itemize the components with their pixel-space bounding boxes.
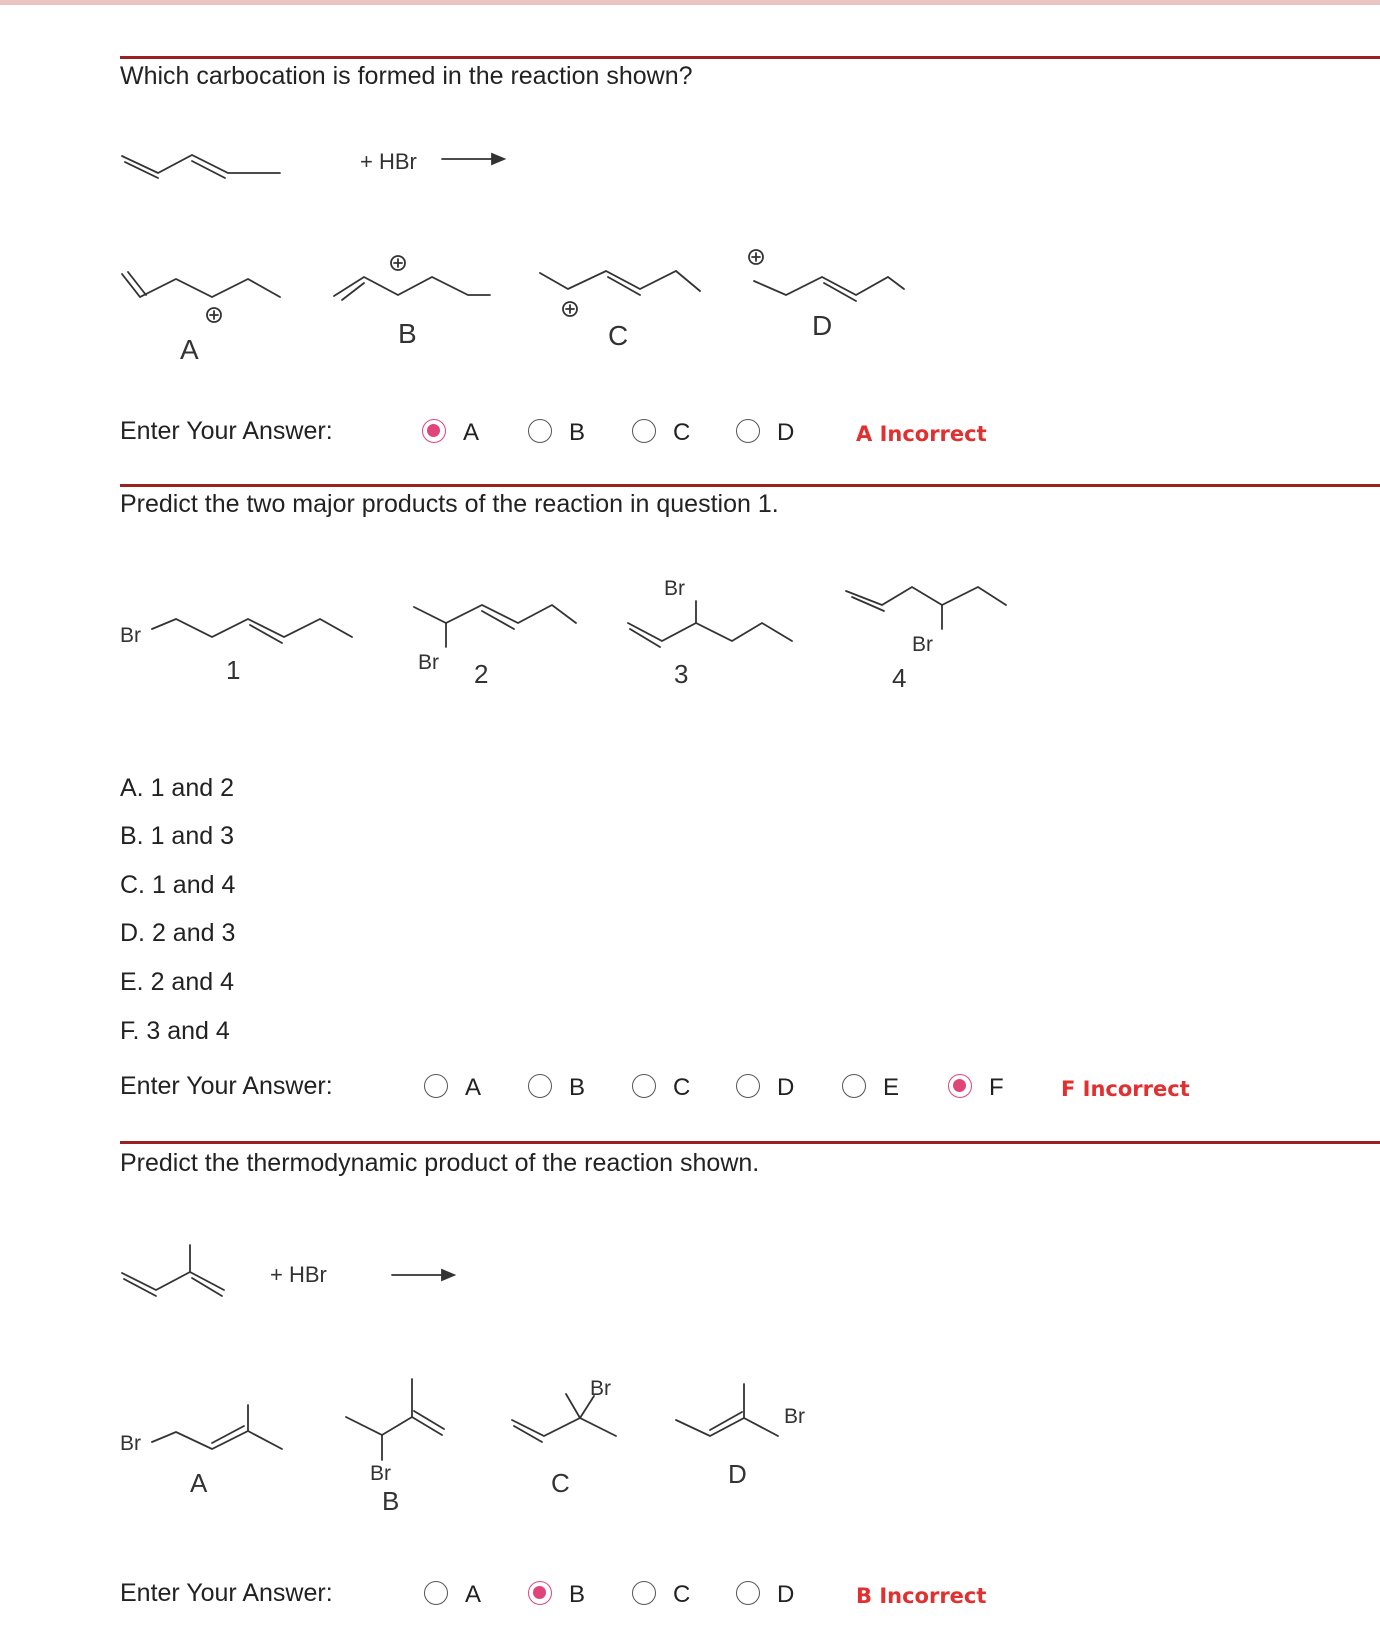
- option-d-label: D: [777, 1581, 795, 1608]
- option-b-radio[interactable]: [528, 419, 552, 443]
- reagent-text: + HBr: [270, 1262, 327, 1287]
- option-a-label: A: [463, 419, 480, 446]
- structure-label-c: C: [551, 1468, 570, 1498]
- product-2-structure: [414, 605, 576, 647]
- choice-b: B. 1 and 3: [120, 822, 234, 850]
- question-2-structures: [120, 487, 1380, 727]
- reaction-arrow: [392, 1270, 454, 1280]
- bromine-label-d: Br: [784, 1405, 805, 1428]
- feedback-incorrect: B Incorrect: [856, 1584, 987, 1608]
- question-3: [120, 1141, 1380, 1647]
- option-c-radio[interactable]: [632, 1074, 656, 1098]
- product-a-structure: [152, 1405, 282, 1449]
- answer-label: Enter Your Answer:: [120, 1072, 333, 1100]
- answer-label: Enter Your Answer:: [120, 417, 333, 445]
- reactant-diene: [122, 1245, 224, 1296]
- option-a-radio[interactable]: [422, 419, 446, 443]
- option-a-radio[interactable]: [424, 1074, 448, 1098]
- option-f-label: F: [989, 1074, 1004, 1101]
- structure-label-4: 4: [892, 663, 907, 693]
- option-a-label: A: [465, 1074, 482, 1101]
- option-b-label: B: [569, 1581, 586, 1608]
- structure-label-3: 3: [674, 659, 689, 689]
- choice-a: A. 1 and 2: [120, 774, 234, 802]
- question-1-structures: [120, 59, 1380, 479]
- option-b-label: B: [569, 419, 586, 446]
- option-c-radio[interactable]: [632, 419, 656, 443]
- question-2: [120, 484, 1380, 1092]
- choice-d: D. 2 and 3: [120, 919, 236, 947]
- question-1-prompt: Which carbocation is formed in the reaction shown?: [120, 62, 693, 90]
- option-b-radio[interactable]: [528, 1581, 552, 1605]
- structure-label-b: B: [398, 318, 417, 349]
- carbocation-b-structure: [334, 256, 490, 300]
- product-b-structure: [346, 1379, 444, 1460]
- choice-c: C. 1 and 4: [120, 871, 236, 899]
- structure-label-c: C: [608, 320, 629, 351]
- structure-label-d: D: [812, 310, 833, 341]
- bromine-label-c: Br: [590, 1377, 611, 1400]
- option-b-label: B: [569, 1074, 586, 1101]
- option-d-label: D: [777, 1074, 795, 1101]
- structure-label-1: 1: [226, 655, 241, 685]
- option-c-radio[interactable]: [632, 1581, 656, 1605]
- question-3-structures: [120, 1144, 1380, 1516]
- structure-label-d: D: [728, 1459, 747, 1489]
- option-a-label: A: [465, 1581, 482, 1608]
- option-f-radio[interactable]: [948, 1074, 972, 1098]
- option-e-radio[interactable]: [842, 1074, 866, 1098]
- product-c-structure: [512, 1394, 616, 1442]
- option-c-label: C: [673, 1581, 691, 1608]
- choice-e: E. 2 and 4: [120, 968, 234, 996]
- reaction-arrow: [442, 154, 504, 164]
- option-e-label: E: [883, 1074, 900, 1101]
- bromine-label-2: Br: [418, 651, 439, 674]
- structure-label-2: 2: [474, 659, 489, 689]
- bromine-label-3: Br: [664, 577, 685, 600]
- structure-label-a: A: [180, 334, 199, 365]
- option-a-radio[interactable]: [424, 1581, 448, 1605]
- question-1: [120, 56, 1380, 479]
- structure-label-a: A: [190, 1468, 208, 1498]
- option-d-radio[interactable]: [736, 419, 760, 443]
- feedback-incorrect: A Incorrect: [856, 422, 987, 446]
- bromine-label-4: Br: [912, 633, 933, 656]
- option-c-label: C: [673, 1074, 691, 1101]
- bromine-label-1: Br: [120, 624, 141, 647]
- carbocation-d-structure: [749, 250, 904, 301]
- feedback-incorrect: F Incorrect: [1061, 1077, 1190, 1101]
- reagent-text: + HBr: [360, 149, 417, 174]
- option-d-radio[interactable]: [736, 1581, 760, 1605]
- option-d-radio[interactable]: [736, 1074, 760, 1098]
- carbocation-c-structure: [540, 271, 700, 316]
- product-3-structure: [628, 601, 792, 647]
- choice-f: F. 3 and 4: [120, 1017, 230, 1045]
- structure-label-b: B: [382, 1486, 400, 1516]
- product-1-structure: [152, 619, 352, 643]
- option-d-label: D: [777, 419, 795, 446]
- product-4-structure: [846, 587, 1006, 629]
- question-2-prompt: Predict the two major products of the reaction in question 1.: [120, 490, 779, 518]
- bromine-label-b: Br: [370, 1462, 391, 1485]
- answer-label: Enter Your Answer:: [120, 1579, 333, 1607]
- top-border: [0, 0, 1380, 5]
- option-b-radio[interactable]: [528, 1074, 552, 1098]
- question-3-prompt: Predict the thermodynamic product of the reaction shown.: [120, 1149, 760, 1177]
- product-d-structure: [676, 1384, 778, 1436]
- carbocation-a-structure: [122, 272, 280, 322]
- bromine-label-a: Br: [120, 1432, 141, 1455]
- reactant-diene: [122, 155, 280, 178]
- option-c-label: C: [673, 419, 691, 446]
